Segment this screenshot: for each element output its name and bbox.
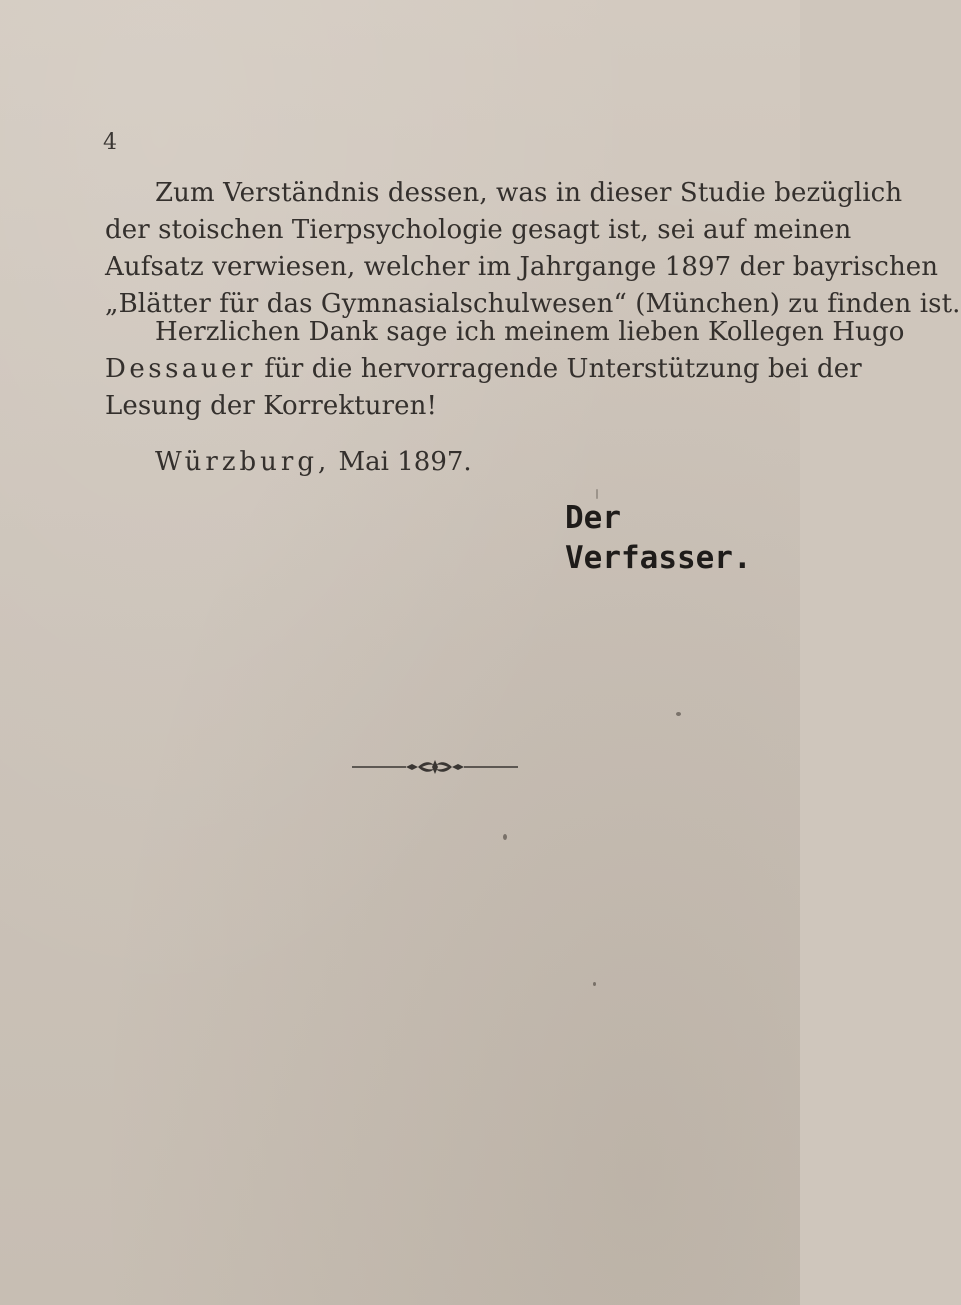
text-line: Lesung der Korrekturen!	[105, 391, 437, 421]
divider-ornament-icon	[350, 755, 520, 779]
paragraph-reference	[105, 175, 961, 323]
signature: Der Verfasser.	[565, 500, 752, 576]
date-text: Mai 1897.	[330, 447, 472, 477]
place-name: Würzburg,	[155, 447, 331, 477]
paper-speck	[596, 489, 598, 499]
text-fragment: für die hervorragende Unterstützung bei der	[255, 354, 862, 384]
place-date	[155, 444, 472, 481]
text-line	[105, 351, 862, 388]
text-line: Herzlichen Dank sage ich meinem lieben Kollegen Hugo	[155, 317, 905, 347]
text-line: Aufsatz verwiesen, welcher im Jahrgange 1897 der bayrischen	[105, 252, 939, 282]
paragraph-acknowledgement	[105, 314, 905, 425]
page-number: 4	[103, 130, 117, 155]
paper-speck	[676, 712, 681, 716]
text-line: „Blätter für das Gymnasialschulwesen“ (München) zu finden ist.	[105, 289, 961, 319]
spaced-name: Dessauer	[105, 354, 256, 384]
paper-speck	[593, 982, 596, 986]
paper-speck	[503, 834, 507, 840]
text-line: der stoischen Tierpsychologie gesagt ist, sei auf meinen	[105, 215, 852, 245]
text-line: Zum Verständnis dessen, was in dieser Studie bezüglich	[155, 178, 903, 208]
